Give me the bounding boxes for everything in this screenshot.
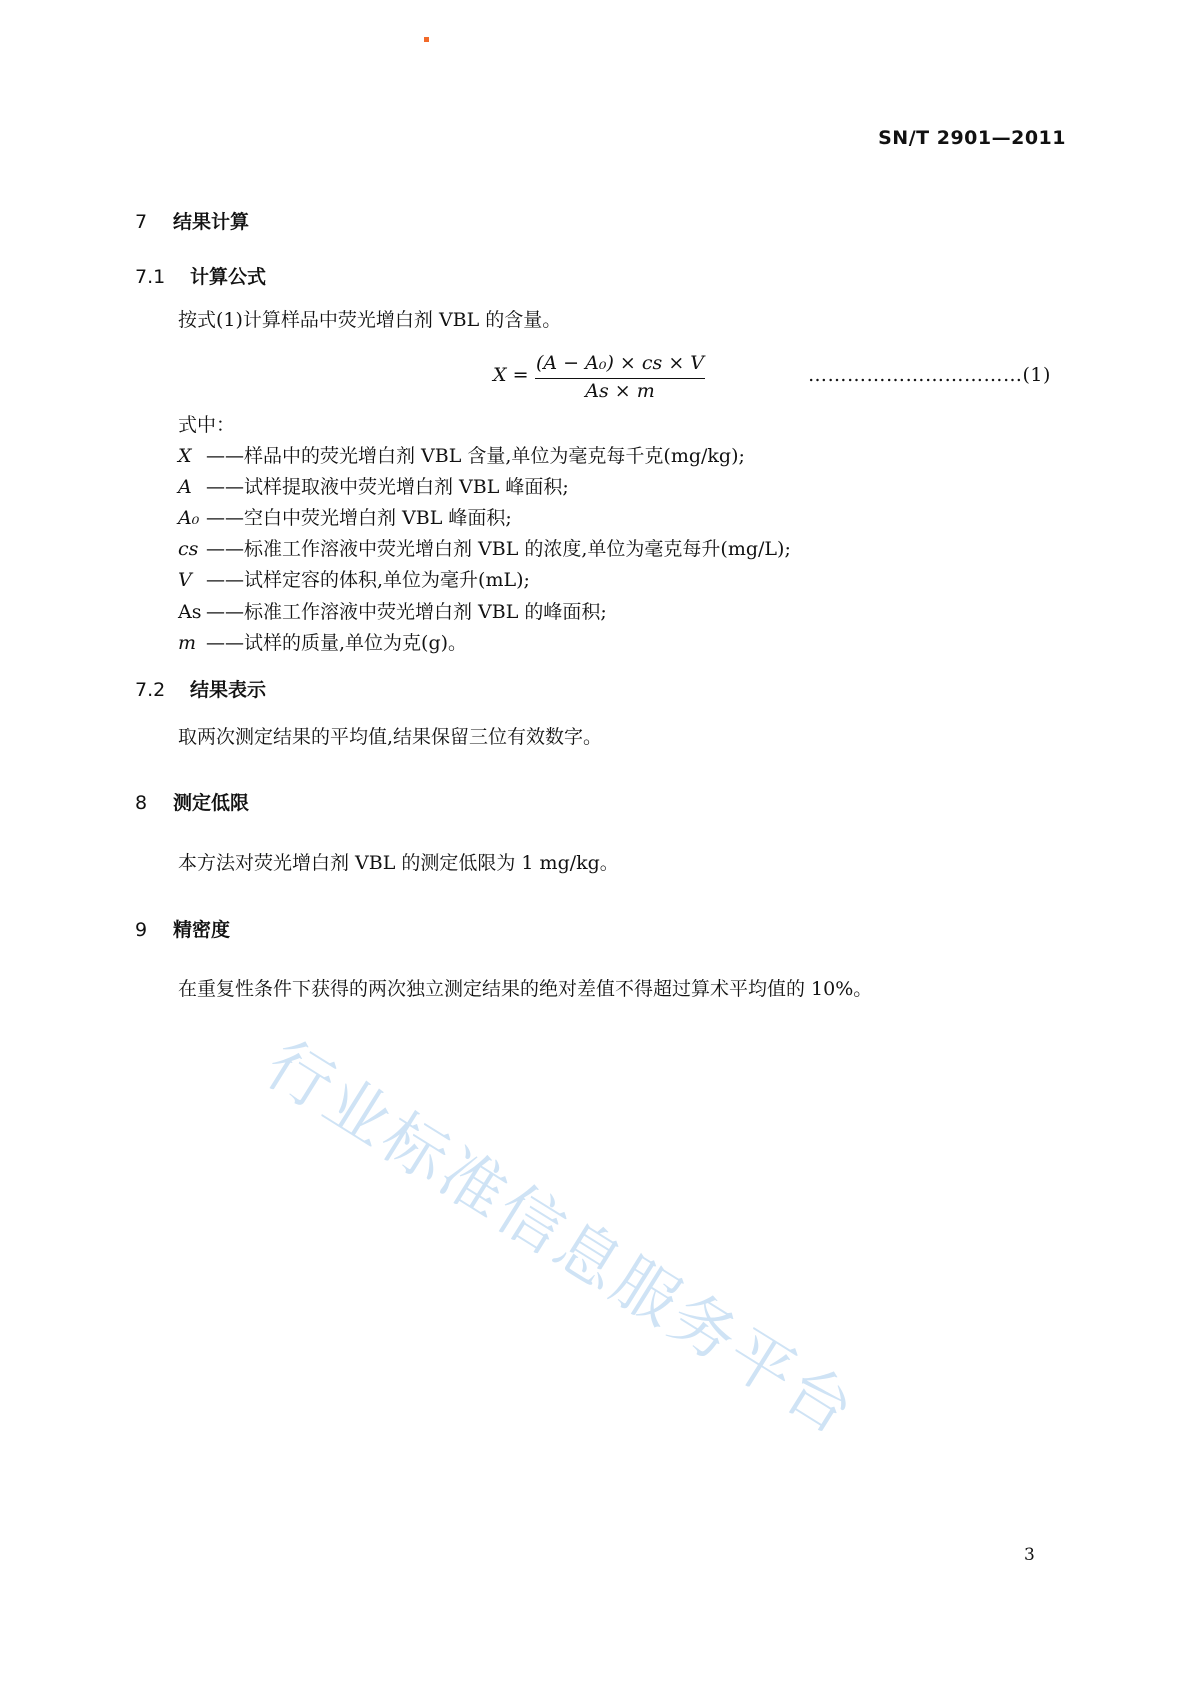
definition-text: ——试样定容的体积,单位为毫升(mL); (206, 569, 530, 591)
section-8-number: 8 (135, 792, 148, 814)
definition-row (178, 534, 791, 561)
definition-symbol: A (178, 476, 192, 498)
section-8-title: 测定低限 (173, 792, 250, 814)
definition-symbol: V (178, 569, 192, 591)
definition-symbol: As (178, 601, 202, 623)
watermark: 行业标准信息服务平台 (252, 1027, 869, 1451)
formula-fraction-bar (535, 378, 705, 379)
section-7-title: 结果计算 (173, 211, 250, 233)
formula-numerator: (A − A₀) × cs × V (536, 352, 704, 374)
section-7-2-text: 取两次测定结果的平均值,结果保留三位有效数字。 (178, 726, 603, 748)
section-7-1-title: 计算公式 (190, 266, 267, 288)
definition-symbol: cs (178, 538, 199, 560)
where-label: 式中： (178, 414, 236, 436)
section-7-2-number: 7.2 (135, 679, 166, 701)
definition-row (178, 503, 512, 530)
section-7-2-title: 结果表示 (190, 679, 267, 701)
definition-text: ——试样提取液中荧光增白剂 VBL 峰面积; (206, 476, 569, 498)
formula (493, 352, 713, 402)
section-9-title: 精密度 (173, 919, 231, 941)
formula-denominator: As × m (585, 380, 655, 402)
section-8-text: 本方法对荧光增白剂 VBL 的测定低限为 1 mg/kg。 (178, 852, 619, 874)
definition-text: ——样品中的荧光增白剂 VBL 含量,单位为毫克每千克(mg/kg); (206, 445, 745, 467)
definition-text: ——试样的质量,单位为克(g)。 (206, 632, 468, 654)
section-7-2-heading (135, 675, 266, 702)
formula-lhs: X = (493, 364, 529, 386)
corner-mark (424, 37, 429, 42)
definition-row (178, 472, 569, 499)
definition-row (178, 441, 745, 468)
definition-symbol: X (178, 445, 192, 467)
section-9-number: 9 (135, 919, 148, 941)
formula-label: ……………………………(1) (808, 364, 1051, 386)
section-7-1-heading (135, 262, 266, 289)
section-7-number: 7 (135, 211, 148, 233)
definition-symbol: A₀ (178, 507, 200, 529)
section-9-heading (135, 915, 230, 942)
section-7-1-number: 7.1 (135, 266, 166, 288)
definition-text: ——空白中荧光增白剂 VBL 峰面积; (206, 507, 512, 529)
page-number: 3 (1024, 1545, 1035, 1565)
definition-row (178, 597, 607, 624)
definition-row (178, 565, 530, 592)
section-7-1-text: 按式(1)计算样品中荧光增白剂 VBL 的含量。 (178, 309, 562, 331)
definition-symbol: m (178, 632, 197, 654)
section-9-text: 在重复性条件下获得的两次独立测定结果的绝对差值不得超过算术平均值的 10%。 (178, 978, 873, 1000)
definition-text: ——标准工作溶液中荧光增白剂 VBL 的浓度,单位为毫克每升(mg/L); (206, 538, 791, 560)
section-8-heading (135, 788, 249, 815)
definition-text: ——标准工作溶液中荧光增白剂 VBL 的峰面积; (206, 601, 607, 623)
section-7-heading (135, 207, 249, 234)
standard-code: SN/T 2901—2011 (878, 127, 1066, 149)
definition-row (178, 628, 467, 655)
